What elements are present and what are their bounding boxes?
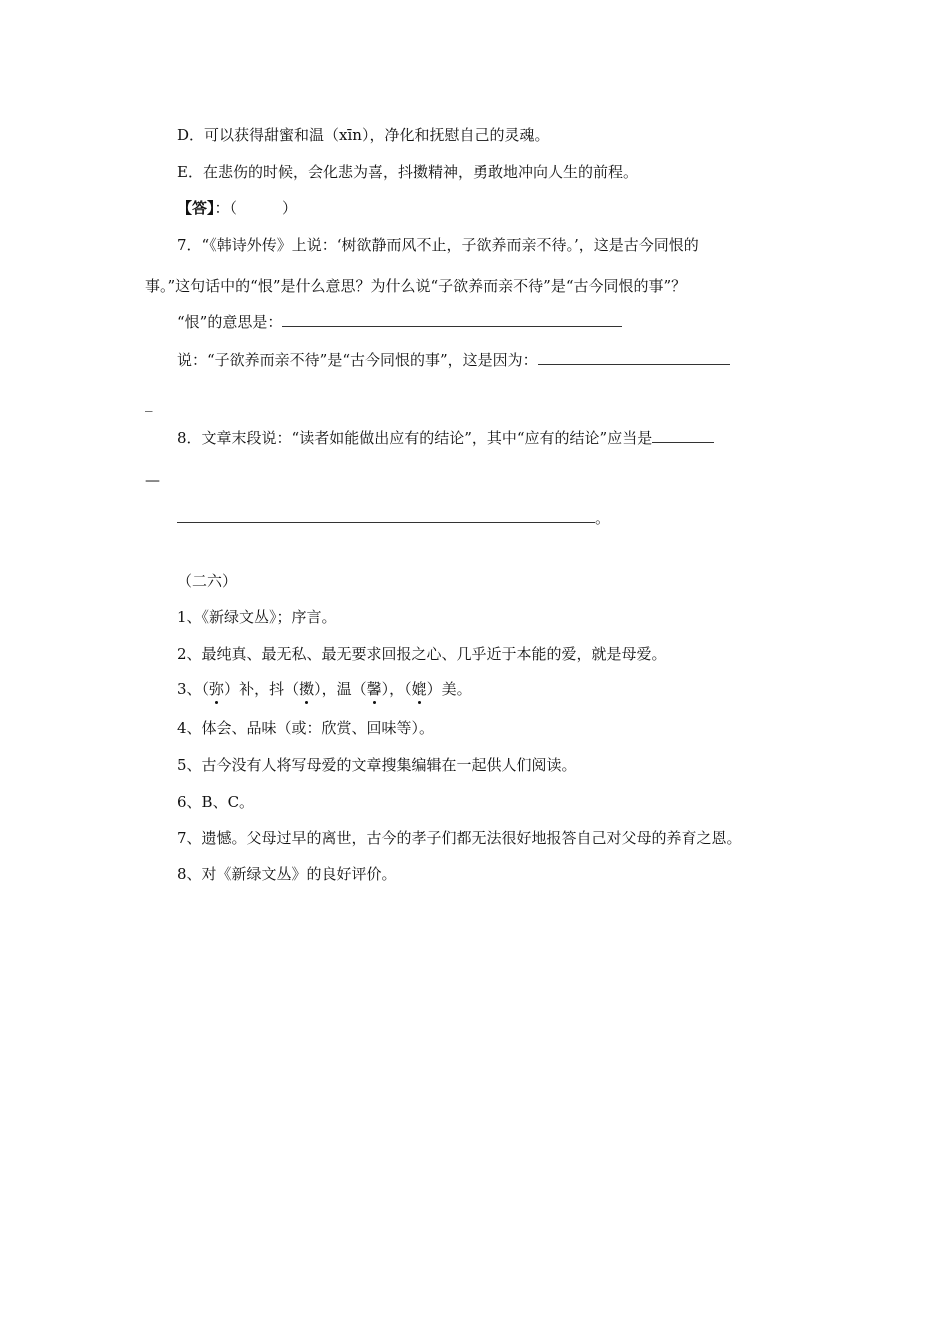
answer-5: 5、古今没有人将写母爱的文章搜集编辑在一起供人们阅读。 [177, 756, 577, 774]
reason-prompt: 说：“子欲养而亲不待”是“古今同恨的事”，这是因为： [177, 351, 538, 369]
q8-answer-blank-2[interactable] [177, 508, 595, 523]
emphasis-char-3: 馨 [366, 680, 382, 698]
hen-answer-blank[interactable] [282, 312, 622, 327]
question-8-prompt: 8．文章末段说：“读者如能做出应有的结论”，其中“应有的结论”应当是 [177, 429, 653, 447]
option-e: E．在悲伤的时候，会化悲为喜，抖擞精神，勇敢地冲向人生的前程。 [177, 163, 638, 181]
emphasis-char-1: 弥 [209, 680, 225, 698]
answer-line [177, 198, 297, 218]
answer-3: 3、（弥）补，抖（擞），温（馨），（媲）美。 [177, 680, 472, 698]
q8-end-mark: 。 [595, 509, 611, 527]
answer-8: 8、对《新绿文丛》的良好评价。 [177, 865, 397, 883]
answer-blank: ：（ ） [214, 199, 298, 217]
question-7-reason-line [177, 350, 730, 370]
q8-continue-line [177, 508, 610, 528]
option-d: D．可以获得甜蜜和温（xīn），净化和抚慰自己的灵魂。 [177, 126, 550, 144]
emphasis-char-4: 媲 [411, 680, 427, 698]
answer-2: 2、最纯真、最无私、最无要求回报之心、几乎近于本能的爱，就是母爱。 [177, 645, 667, 663]
question-7-line-2: 事。”这句话中的“恨”是什么意思？为什么说“子欲养而亲不待”是“古今同恨的事”？ [145, 277, 687, 295]
hen-prompt: “恨”的意思是： [177, 313, 283, 331]
answers-section-title: （二六） [177, 572, 238, 590]
emphasis-char-2: 擞 [299, 680, 315, 698]
reason-answer-blank[interactable] [538, 350, 730, 365]
question-8-line [177, 428, 714, 448]
answer-6: 6、B、C。 [177, 793, 255, 811]
q8-answer-blank[interactable] [652, 428, 714, 443]
answer-label: 【答】 [177, 199, 215, 217]
answer-4: 4、体会、品味（或：欣赏、回味等）。 [177, 719, 435, 737]
answer-1: 1、《新绿文丛》；序言。 [177, 608, 337, 626]
reason-wrap-mark: _ [145, 394, 153, 412]
answer-7: 7、遗憾。父母过早的离世，古今的孝子们都无法很好地报答自己对父母的养育之恩。 [177, 829, 742, 847]
q8-wrap-mark: — [145, 471, 160, 489]
question-7-hen-line [177, 312, 622, 332]
question-7-line-1: 7．“《韩诗外传》上说：‘树欲静而风不止，子欲养而亲不待。’，这是古今同恨的 [177, 236, 699, 254]
